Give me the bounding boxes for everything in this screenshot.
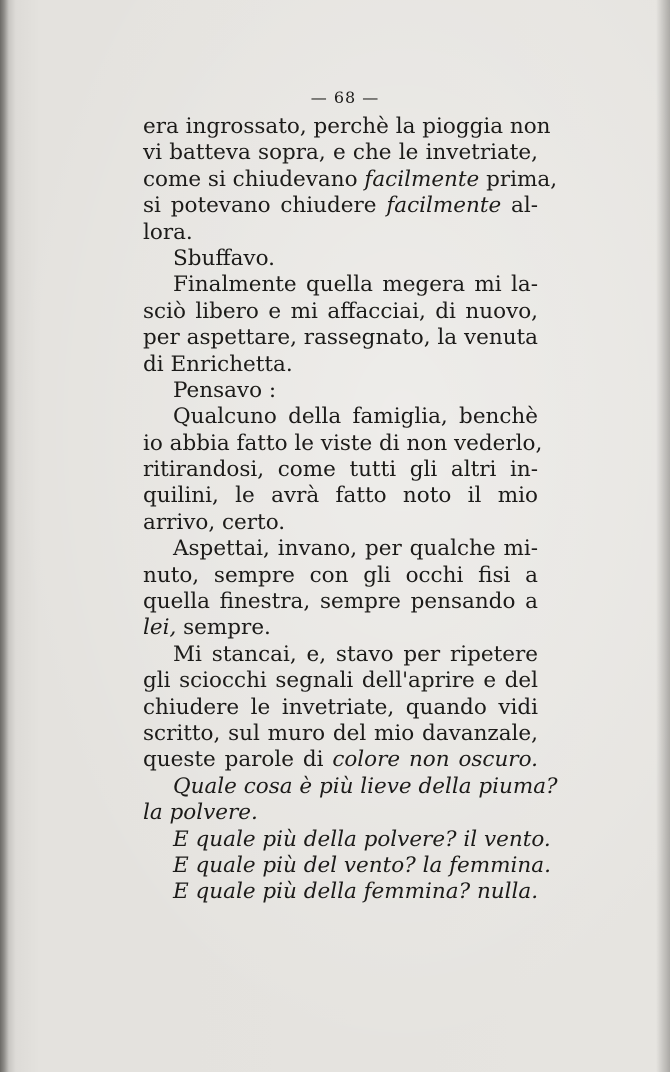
body-text (143, 114, 558, 906)
text-line: Aspettai, invano, per qualche mi- (173, 536, 538, 562)
verse-line: la polvere. (143, 800, 258, 826)
italic-segment: facilmente (386, 193, 502, 219)
verse-line: Quale cosa è più lieve della piuma? (173, 773, 558, 799)
text-line: nuto, sempre con gli occhi fisi a (143, 562, 538, 588)
text-line: di Enrichetta. (143, 351, 293, 377)
text-line (143, 615, 538, 641)
text-line (143, 193, 538, 219)
text-line: quella finestra, sempre pensando a (143, 589, 538, 615)
italic-segment: colore non oscuro. (332, 747, 538, 773)
text-line (143, 166, 558, 193)
text-line: Qualcuno della famiglia, benchè (173, 404, 538, 430)
text-line: io abbia fatto le viste di non vederlo, (143, 430, 543, 456)
text-segment: queste parole di (143, 747, 333, 773)
text-line: sciò libero e mi affacciai, di nuovo, (143, 298, 538, 324)
text-line: Sbuffavo. (173, 245, 275, 271)
text-line: per aspettare, rassegnato, la venuta (143, 325, 538, 351)
text-line: era ingrossato, perchè la pioggia non (143, 114, 551, 139)
italic-segment: lei, (143, 615, 177, 641)
text-line: arrivo, certo. (143, 509, 286, 535)
page-number: — 68 — (310, 88, 380, 107)
verse-line: E quale più del vento? la femmina. (173, 852, 551, 878)
text-segment: si potevano chiudere (143, 193, 387, 219)
text-line: scritto, sul muro del mio davanzale, (143, 720, 538, 746)
text-line: ritirandosi, come tutti gli altri in- (143, 457, 538, 483)
page-edge-shadow (656, 0, 670, 1072)
text-line: quilini, le avrà fatto noto il mio (143, 483, 538, 509)
text-line: Pensavo : (173, 377, 277, 403)
text-line: vi batteva sopra, e che le invetriate, (143, 140, 538, 166)
text-segment: sempre. (176, 615, 271, 641)
verse-line: E quale più della femmina? nulla. (173, 879, 539, 905)
text-line: Finalmente quella megera mi la- (173, 272, 538, 298)
text-line: lora. (143, 219, 193, 245)
italic-segment: facilmente (364, 166, 480, 192)
text-line (143, 747, 538, 773)
text-line: Mi stancai, e, stavo per ripetere (173, 641, 538, 667)
verse-line: E quale più della polvere? il vento. (173, 826, 551, 852)
text-segment: come si chiudevano (143, 166, 365, 192)
text-line: gli sciocchi segnali dell'aprire e del (143, 668, 538, 694)
text-segment: al- (501, 193, 539, 219)
text-line: chiudere le invetriate, quando vidi (143, 694, 538, 720)
text-segment: prima, (479, 166, 558, 192)
